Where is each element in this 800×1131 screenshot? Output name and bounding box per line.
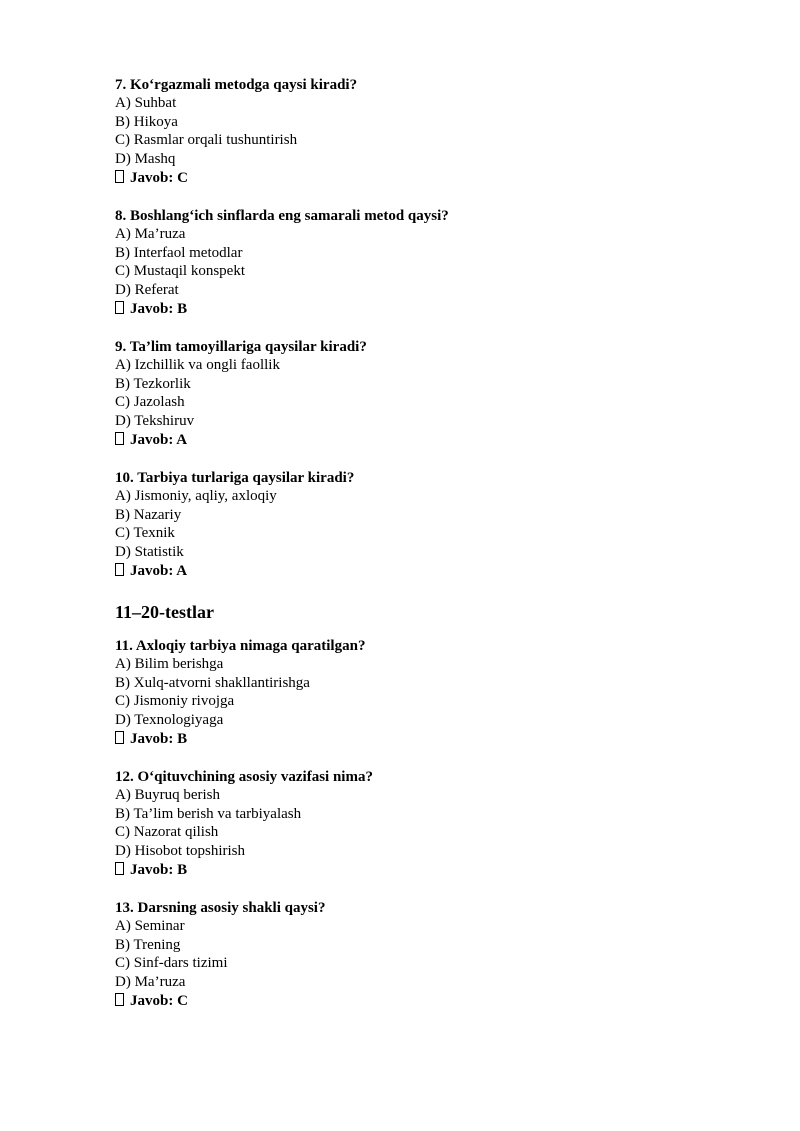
option-d: D) Ma’ruza [115,973,186,990]
option-a: A) Ma’ruza [115,226,186,242]
option-d: D) Mashq [115,150,176,167]
option-c: C) Nazorat qilish [115,824,219,840]
answer-line [115,561,715,581]
answer-text: Javob: A [130,432,188,448]
option-b: B) Interfaol metodlar [115,244,243,261]
answer-line [115,991,715,1011]
answer-line [115,430,715,450]
answer-text: Javob: C [130,170,188,186]
question-title: 11. Axloqiy tarbiya nimaga qaratilgan? [115,638,366,654]
question-title: 10. Tarbiya turlariga qaysilar kiradi? [115,470,355,486]
checkbox-icon [115,170,124,183]
checkbox-icon [115,862,124,875]
option-c: C) Rasmlar orqali tushuntirish [115,132,298,148]
checkbox-icon [115,993,124,1006]
checkbox-icon [115,432,124,445]
option-b: B) Xulq-atvorni shakllantirishga [115,674,310,691]
checkbox-icon [115,563,124,576]
question-7 [115,76,715,188]
question-title: 12. O‘qituvchining asosiy vazifasi nima? [115,769,373,785]
option-a: A) Buyruq berish [115,787,220,803]
question-title: 7. Ko‘rgazmali metodga qaysi kiradi? [115,77,358,93]
option-c: C) Sinf-dars tizimi [115,955,228,971]
question-title: 13. Darsning asosiy shakli qaysi? [115,900,326,916]
question-title: 9. Ta’lim tamoyillariga qaysilar kiradi? [115,339,367,355]
question-title: 8. Boshlang‘ich sinflarda eng samarali metod qaysi? [115,208,449,224]
option-b: B) Nazariy [115,506,182,523]
answer-line [115,299,715,319]
question-8 [115,207,715,319]
document-page [115,76,715,1011]
option-a: A) Jismoniy, aqliy, axloqiy [115,488,277,504]
option-b: B) Ta’lim berish va tarbiyalash [115,805,302,822]
checkbox-icon [115,731,124,744]
question-9 [115,338,715,450]
question-10 [115,469,715,581]
option-d: D) Hisobot topshirish [115,842,246,859]
option-a: A) Suhbat [115,95,177,111]
answer-text: Javob: B [130,301,188,317]
option-c: C) Mustaqil konspekt [115,263,245,279]
option-d: D) Statistik [115,543,184,560]
option-c: C) Jazolash [115,394,185,410]
option-a: A) Bilim berishga [115,656,224,672]
question-12 [115,768,715,880]
section-heading: 11–20-testlar [115,602,214,622]
answer-line [115,729,715,749]
answer-text: Javob: A [130,563,188,579]
option-a: A) Seminar [115,918,185,934]
option-b: B) Tezkorlik [115,375,191,392]
option-b: B) Hikoya [115,113,178,130]
option-d: D) Texnologiyaga [115,711,224,728]
checkbox-icon [115,301,124,314]
option-d: D) Tekshiruv [115,412,195,429]
answer-line [115,860,715,880]
question-13 [115,899,715,1011]
option-d: D) Referat [115,281,179,298]
answer-text: Javob: C [130,993,188,1009]
option-c: C) Jismoniy rivojga [115,693,235,709]
question-11 [115,637,715,749]
answer-text: Javob: B [130,862,188,878]
answer-line [115,168,715,188]
option-b: B) Trening [115,936,181,953]
answer-text: Javob: B [130,731,188,747]
option-a: A) Izchillik va ongli faollik [115,357,280,373]
option-c: C) Texnik [115,525,175,541]
